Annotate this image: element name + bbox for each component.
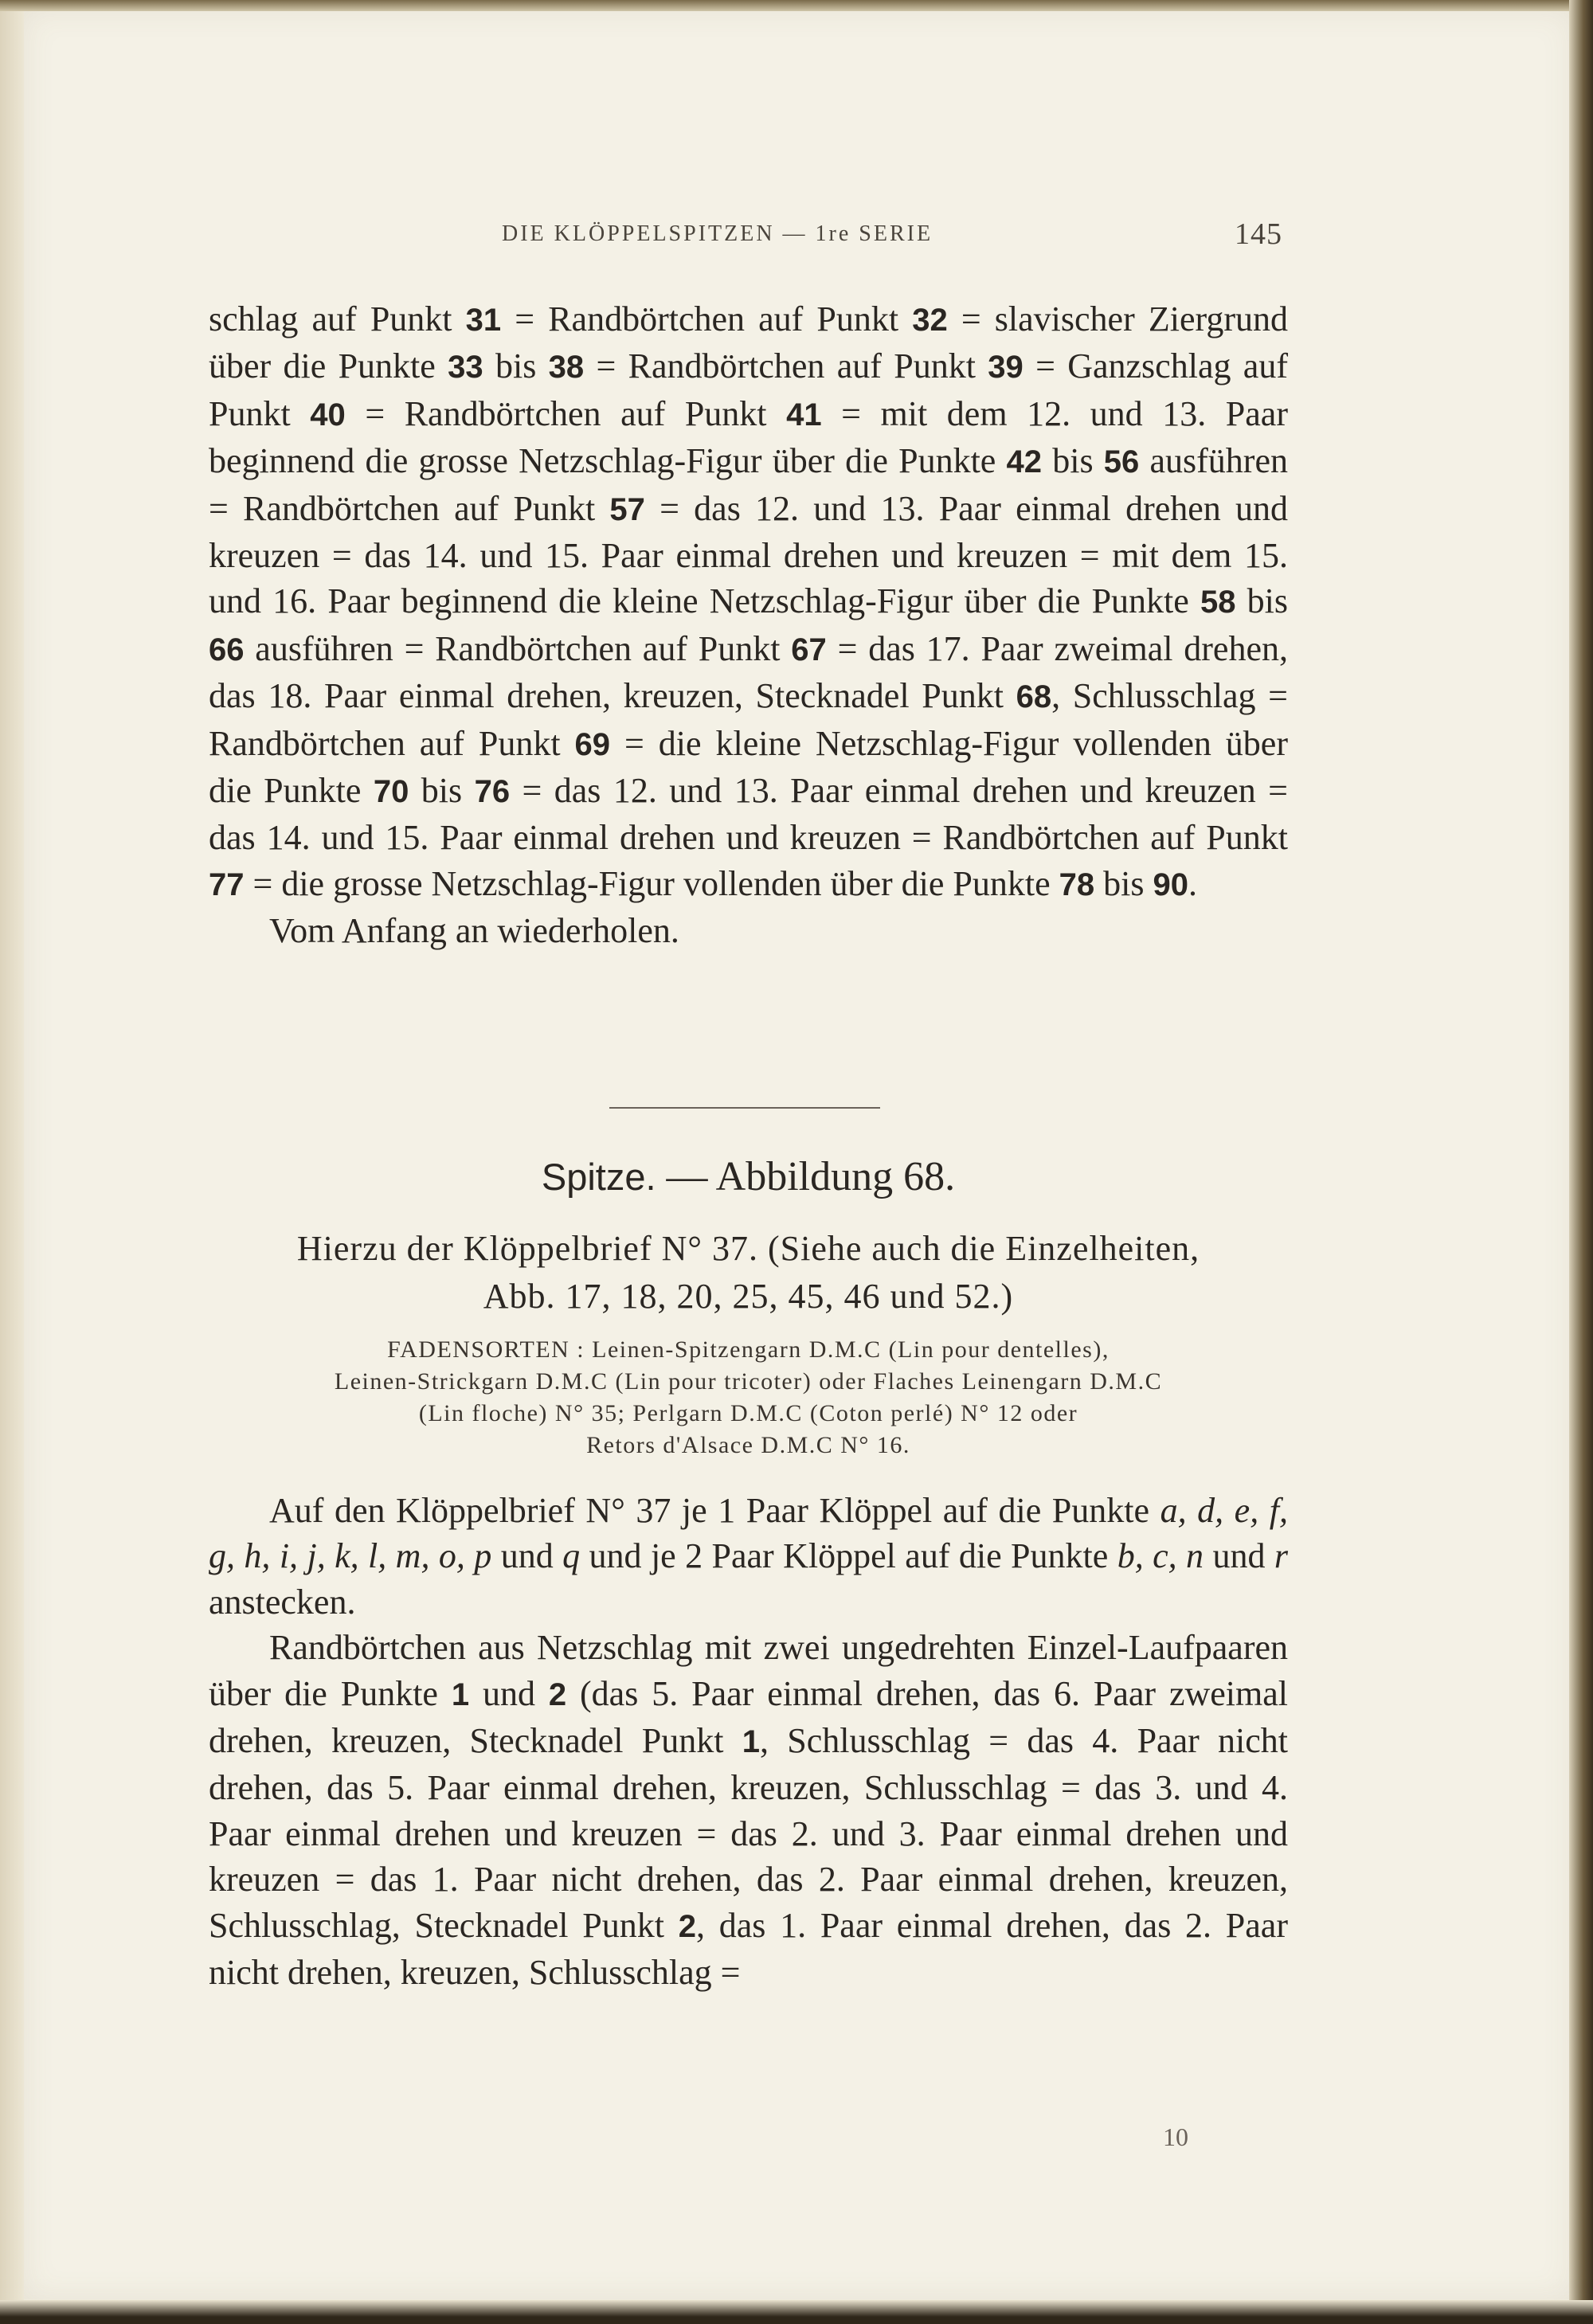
page-number: 145 xyxy=(1235,217,1282,251)
paragraph-2: Auf den Klöppelbrief N° 37 je 1 Paar Klöppel auf die Punkte a, d, e, f, g, h, i, j, k, l, m, o, p und q und je 2 Paar Klöppel auf die Punkte b, c, n und r anstecken. xyxy=(209,1491,1289,1622)
intro-reference: Hierzu der Klöppelbrief N° 37. (Siehe auch die Einzelheiten, Abb. 17, 18, 20, 25, 45, 46 und 52.) xyxy=(296,1229,1200,1316)
instructions xyxy=(209,1488,1288,1995)
page-edge-left xyxy=(0,0,24,2324)
paragraph-3: Randbörtchen aus Netzschlag mit zwei ungedrehten Einzel-Laufpaaren über die Punkte 1 und 2 (das 5. Paar einmal drehen, das 6. Paar zweimal drehen, kreuzen, Stecknadel Punkt 1, Schlusschlag = das 4. Paar nicht drehen, das 5. Paar einmal drehen, kreuzen, Schlusschlag = das 3. und 4. Paar einmal drehen und kreuzen = das 2. und 3. Paar einmal drehen und kreuzen = das 1. Paar nicht drehen, das 2. Paar einmal drehen, kreuzen, Schlusschlag, Stecknadel Punkt 2, das 1. Paar einmal drehen, das 2. Paar nicht drehen, kreuzen, Schlusschlag = xyxy=(209,1628,1288,1993)
page-edge-top xyxy=(0,0,1593,11)
page-edge-bottom xyxy=(0,2300,1593,2324)
repeat-line: Vom Anfang an wiederholen. xyxy=(269,911,679,951)
paragraph-continuation xyxy=(209,296,1288,954)
paragraph-1: schlag auf Punkt 31 = Randbörtchen auf Punkt 32 = slavischer Ziergrund über die Punkte 33 bis 38 = Randbörtchen auf Punkt 39 = Ganzschlag auf Punkt 40 = Randbörtchen auf Punkt 41 = mit dem 12. und 13. Paar beginnend die grosse Netzschlag-Figur über die Punkte 42 bis 56 ausführen = Randbörtchen auf Punkt 57 = das 12. und 13. Paar einmal drehen und kreuzen = das 14. und 15. Paar einmal drehen und kreuzen = mit dem 15. und 16. Paar beginnend die kleine Netzschlag-Figur über die Punkte 58 bis 66 ausführen = Randbörtchen auf Punkt 67 = das 17. Paar zweimal drehen, das 18. Paar einmal drehen, kreuzen, Stecknadel Punkt 68, Schlusschlag = Randbörtchen auf Punkt 69 = die kleine Netzschlag-Figur vollenden über die Punkte 70 bis 76 = das 12. und 13. Paar einmal drehen und kreuzen = das 14. und 15. Paar einmal drehen und kreuzen = Randbörtchen auf Punkt 77 = die grosse Netzschlag-Figur vollenden über die Punkte 78 bis 90. xyxy=(209,299,1288,903)
fadensorten-note: FADENSORTEN : Leinen-Spitzengarn D.M.C (Lin pour dentelles), Leinen-Strickgarn D.M.C (Lin pour tricoter) oder Flaches Leinengarn D.M.C (Lin floche) N° 35; Perlgarn D.M.C (Coton perlé) N° 12 oder Retors d'Alsace D.M.C N° 16. xyxy=(334,1336,1163,1458)
page-edge-right xyxy=(1569,0,1593,2324)
running-title: DIE KLÖPPELSPITZEN — 1re SERIE xyxy=(502,221,933,246)
signature-folio: 10 xyxy=(1163,2123,1188,2151)
section-title: Spitze. — Abbildung 68. xyxy=(541,1154,956,1199)
section-divider xyxy=(609,1107,880,1109)
